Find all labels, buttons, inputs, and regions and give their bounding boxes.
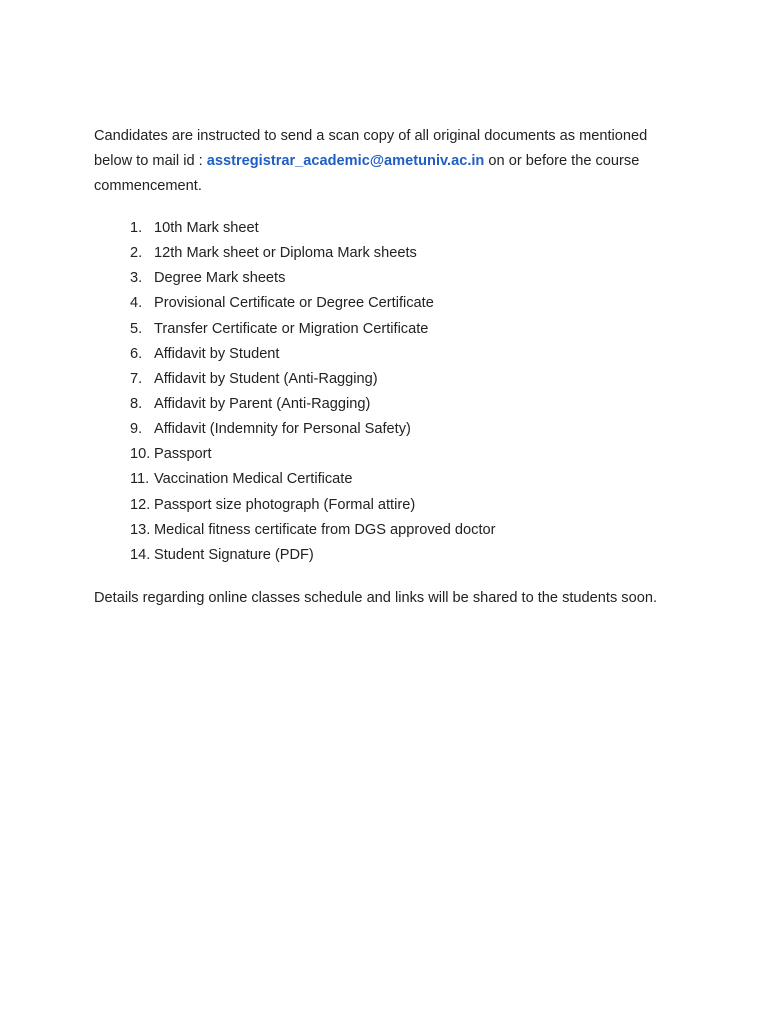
list-item-number: 10. (130, 446, 151, 463)
document-list-item (94, 442, 677, 467)
list-item-number: 8. (130, 395, 143, 412)
list-item-number: 11. (130, 471, 150, 488)
document-list-item (94, 216, 677, 241)
document-list-item (94, 342, 677, 367)
list-item-number: 7. (130, 370, 143, 387)
documents-list (94, 216, 677, 568)
list-item-label: Affidavit by Student (Anti-Ragging) (154, 370, 378, 387)
list-item-number: 12. (130, 496, 151, 513)
document-list-item (94, 266, 677, 291)
list-item-number: 9. (130, 421, 143, 438)
list-item-number: 13. (130, 521, 151, 538)
list-item-label: Affidavit by Parent (Anti-Ragging) (154, 395, 371, 412)
intro-paragraph (94, 124, 677, 199)
list-item-label: Degree Mark sheets (154, 270, 286, 287)
document-list-item (94, 417, 677, 442)
list-item-label: Medical fitness certificate from DGS approved doctor (154, 521, 496, 538)
intro-text-before-email: Candidates are instructed to send a scan copy of all original documents as mentioned below to mail id : (94, 128, 648, 169)
document-body (94, 124, 677, 611)
list-item-number: 6. (130, 345, 143, 362)
document-list-item (94, 291, 677, 316)
list-item-label: Passport (154, 446, 212, 463)
list-item-label: Affidavit by Student (154, 345, 280, 362)
list-item-label: Transfer Certificate or Migration Certificate (154, 320, 429, 337)
email-link[interactable]: asstregistrar_academic@ametuniv.ac.in (206, 153, 485, 169)
list-item-number: 14. (130, 546, 151, 563)
document-list-item (94, 518, 677, 543)
list-item-label: Passport size photograph (Formal attire) (154, 496, 416, 513)
document-list-item (94, 317, 677, 342)
list-item-label: 10th Mark sheet (154, 220, 259, 236)
list-item-label: 12th Mark sheet or Diploma Mark sheets (154, 245, 417, 262)
document-list-item (94, 493, 677, 518)
document-list-item (94, 367, 677, 392)
document-list-item (94, 467, 677, 492)
intro-text-after-email: on or before the course commencement. (94, 153, 640, 194)
list-item-number: 3. (130, 270, 143, 287)
list-item-number: 5. (130, 320, 143, 337)
list-item-label: Affidavit (Indemnity for Personal Safety) (154, 421, 411, 438)
document-list-item (94, 392, 677, 417)
document-list-item (94, 543, 677, 568)
list-item-number: 2. (130, 245, 143, 262)
list-item-label: Vaccination Medical Certificate (154, 471, 353, 488)
list-item-label: Provisional Certificate or Degree Certificate (154, 295, 434, 312)
list-item-label: Student Signature (PDF) (154, 546, 314, 563)
document-list-item (94, 241, 677, 266)
outro-paragraph: Details regarding online classes schedule and links will be shared to the students soon. (94, 589, 657, 606)
list-item-number: 4. (130, 295, 143, 312)
list-item-number: 1. (130, 220, 143, 236)
